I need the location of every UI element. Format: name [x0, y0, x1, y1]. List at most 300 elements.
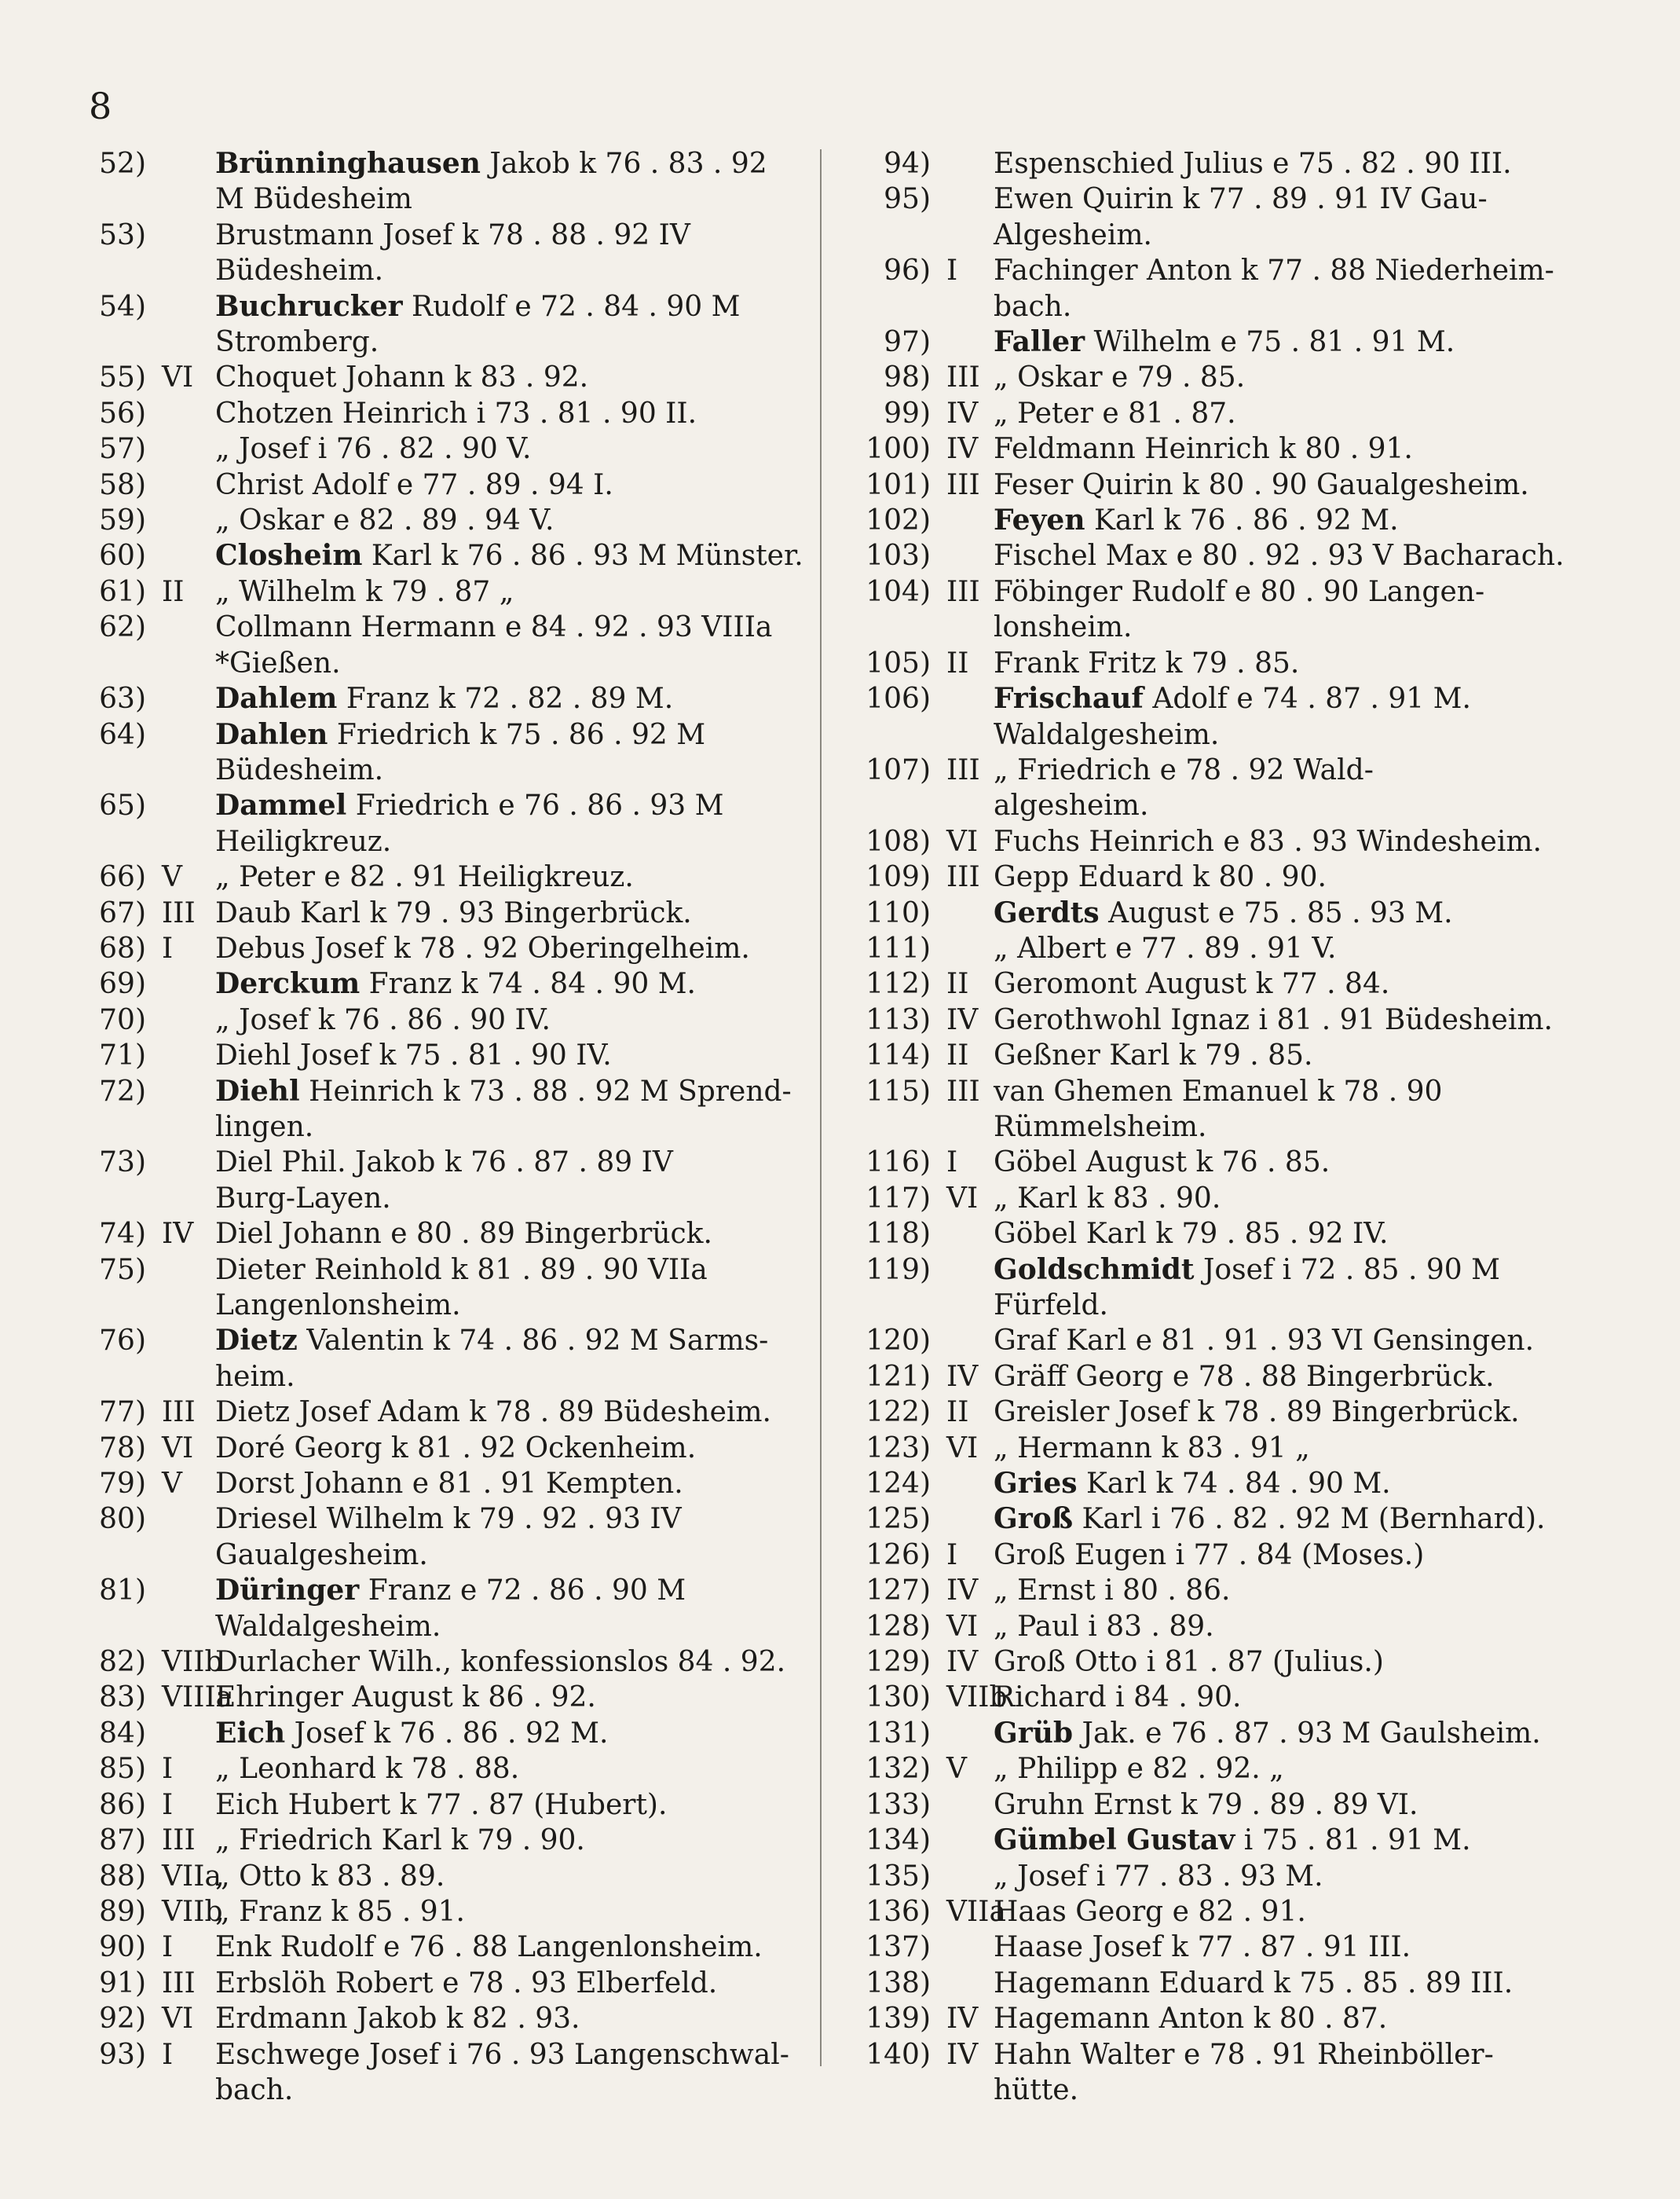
entry-line: Espenschied Julius e 75 . 82 . 90 III.	[994, 148, 1512, 180]
entry-line: „ Ernst i 80 . 86.	[994, 1574, 1231, 1607]
entry-line: Föbinger Rudolf e 80 . 90 Langen-	[994, 575, 1485, 608]
surname-bold: Buchrucker	[215, 289, 403, 323]
register-entry	[858, 1894, 1565, 1930]
register-entry	[86, 717, 778, 789]
entry-line: Goldschmidt Josef i 72 . 85 . 90 M	[994, 1252, 1500, 1286]
entry-line: Choquet Johann k 83 . 92.	[215, 361, 589, 394]
register-entry	[86, 1002, 778, 1038]
entry-class: I	[162, 2038, 174, 2071]
entry-number: 68)	[99, 932, 146, 965]
entry-line: Diehl Heinrich k 73 . 88 . 92 M Sprend-	[215, 1074, 792, 1108]
entry-number: 78)	[99, 1431, 146, 1464]
register-entry	[86, 146, 778, 218]
entry-line: Langenlonsheim.	[215, 1289, 461, 1321]
entry-number: 119)	[866, 1253, 931, 1286]
entry-class: VI	[946, 1431, 979, 1464]
entry-text	[994, 1501, 1565, 1537]
entry-line: algesheim.	[994, 790, 1149, 823]
entry-number: 82)	[99, 1646, 146, 1679]
entry-class: IV	[946, 1003, 979, 1036]
entry-line: Eich Josef k 76 . 86 . 92 M.	[215, 1716, 609, 1750]
register-entry	[858, 681, 1565, 753]
entry-class: II	[162, 575, 185, 608]
entry-class: I	[162, 932, 174, 965]
surname-bold: Dahlem	[215, 682, 338, 716]
entry-number: 131)	[866, 1717, 931, 1750]
entry-text	[994, 253, 1565, 324]
register-entry	[86, 1323, 778, 1395]
entry-text	[215, 610, 778, 681]
entry-line: Diel Phil. Jakob k 76 . 87 . 89 IV	[215, 1146, 673, 1179]
entry-class: III	[162, 1396, 196, 1429]
entry-text	[215, 396, 778, 431]
entry-line: Greisler Josef k 78 . 89 Bingerbrück.	[994, 1396, 1520, 1429]
entry-number: 53)	[99, 218, 146, 251]
entry-text	[994, 396, 1565, 431]
entry-class: IV	[946, 1646, 979, 1679]
register-entry	[86, 1038, 778, 1073]
register-entry	[858, 966, 1565, 1002]
entry-number: 113)	[866, 1003, 931, 1036]
entry-number: 84)	[99, 1717, 146, 1750]
entry-text	[215, 1038, 778, 1073]
register-entry	[858, 1716, 1565, 1751]
surname-bold: Groß	[994, 1502, 1074, 1536]
register-entry	[86, 467, 778, 503]
entry-number: 69)	[99, 968, 146, 1001]
register-entry	[86, 610, 778, 681]
entry-class: III	[946, 468, 980, 501]
entry-number: 104)	[866, 575, 931, 608]
entry-number: 92)	[99, 2003, 146, 2036]
entry-number: 77)	[99, 1396, 146, 1429]
entry-line: van Ghemen Emanuel k 78 . 90	[994, 1075, 1443, 1108]
entry-line: Debus Josef k 78 . 92 Oberingelheim.	[215, 932, 750, 965]
entry-number: 98)	[884, 361, 931, 394]
entry-number: 127)	[866, 1574, 931, 1607]
entry-class: VIIb	[162, 1646, 223, 1679]
surname-bold: Feyen	[994, 504, 1085, 537]
entry-text	[215, 431, 778, 467]
register-entry	[86, 538, 803, 574]
entry-number: 99)	[884, 397, 931, 430]
entry-text	[215, 1751, 778, 1787]
entry-number: 60)	[99, 540, 146, 573]
entry-line: „ Josef i 76 . 82 . 90 V.	[215, 433, 532, 466]
entry-number: 103)	[866, 540, 931, 573]
entry-text	[994, 896, 1565, 931]
entry-number: 121)	[866, 1360, 931, 1393]
entry-number: 70)	[99, 1003, 146, 1036]
register-entry	[858, 1074, 1565, 1145]
entry-line: Dorst Johann e 81 . 91 Kempten.	[215, 1468, 683, 1501]
register-entry	[858, 1181, 1565, 1216]
entry-number: 61)	[99, 575, 146, 608]
register-entry	[86, 574, 778, 610]
entry-text	[994, 931, 1565, 966]
entry-class: VI	[946, 1182, 979, 1215]
entry-text	[994, 1609, 1565, 1644]
entry-number: 55)	[99, 361, 146, 394]
entry-number: 116)	[866, 1146, 931, 1179]
entry-number: 62)	[99, 611, 146, 644]
entry-line: Daub Karl k 79 . 93 Bingerbrück.	[215, 896, 692, 929]
register-entry	[86, 503, 778, 538]
register-entry	[858, 1609, 1565, 1644]
entry-class: V	[946, 1753, 967, 1786]
register-entry	[86, 218, 778, 289]
entry-number: 100)	[866, 433, 931, 466]
entry-text	[994, 681, 1565, 753]
register-entry	[86, 931, 778, 966]
entry-class: IV	[162, 1218, 194, 1251]
entry-text	[994, 1966, 1565, 2001]
entry-class: III	[946, 753, 980, 786]
entry-text	[994, 1573, 1565, 1608]
entry-class: I	[162, 1931, 174, 1964]
register-entry	[858, 1537, 1565, 1573]
entry-number: 89)	[99, 1895, 146, 1928]
entry-line: Gaualgesheim.	[215, 1538, 428, 1571]
entry-text	[215, 1930, 778, 1965]
entry-line: lonsheim.	[994, 611, 1133, 644]
entry-line: Frischauf Adolf e 74 . 87 . 91 M.	[994, 682, 1471, 716]
entry-line: Heiligkreuz.	[215, 825, 392, 858]
register-entry	[858, 1644, 1565, 1680]
register-entry	[86, 1252, 778, 1324]
entry-class: IV	[946, 1574, 979, 1607]
entry-class: VIIb	[162, 1895, 223, 1928]
entry-line: Richard i 84 . 90.	[994, 1681, 1242, 1714]
entry-text	[215, 1787, 778, 1823]
entry-class: IV	[946, 397, 979, 430]
entry-line: Stromberg.	[215, 326, 379, 359]
entry-number: 111)	[866, 932, 931, 965]
register-entry	[86, 859, 778, 895]
entry-number: 117)	[866, 1182, 931, 1215]
entry-line: Fürfeld.	[994, 1289, 1109, 1321]
entry-line: Fuchs Heinrich e 83 . 93 Windesheim.	[994, 825, 1542, 858]
entry-text	[215, 1573, 778, 1644]
register-entry	[858, 1573, 1565, 1608]
register-entry	[858, 1431, 1565, 1466]
register-entry	[858, 753, 1565, 824]
entry-line: Grüb Jak. e 76 . 87 . 93 M Gaulsheim.	[994, 1716, 1541, 1750]
entry-text	[994, 1038, 1565, 1073]
entry-number: 58)	[99, 468, 146, 501]
entry-line: Eschwege Josef i 76 . 93 Langenschwal-	[215, 2038, 789, 2071]
entry-line: Dietz Josef Adam k 78 . 89 Büdesheim.	[215, 1396, 771, 1429]
entry-line: lingen.	[215, 1110, 314, 1143]
entry-line: Rümmelsheim.	[994, 1110, 1207, 1143]
entry-class: II	[946, 647, 969, 680]
entry-line: „ Paul i 83 . 89.	[994, 1610, 1214, 1643]
register-entry	[858, 1501, 1565, 1537]
entry-number: 110)	[866, 896, 931, 929]
entry-number: 94)	[884, 148, 931, 180]
register-entry	[86, 1716, 778, 1751]
entry-text	[994, 1002, 1565, 1038]
entry-number: 115)	[866, 1075, 931, 1108]
entry-line: Gümbel Gustav i 75 . 81 . 91 M.	[994, 1823, 1471, 1857]
register-entry	[86, 1431, 778, 1466]
surname-bold: Gümbel Gustav	[994, 1823, 1235, 1857]
entry-text	[994, 360, 1565, 395]
entry-number: 108)	[866, 825, 931, 858]
entry-line: Büdesheim.	[215, 255, 384, 288]
entry-number: 136)	[866, 1895, 931, 1928]
entry-class: I	[946, 1538, 958, 1571]
entry-line: Gries Karl k 74 . 84 . 90 M.	[994, 1467, 1391, 1501]
register-entry	[858, 931, 1565, 966]
entry-text	[994, 966, 1565, 1002]
register-entry	[858, 1823, 1565, 1858]
entry-number: 52)	[99, 148, 146, 180]
entry-number: 79)	[99, 1468, 146, 1501]
entry-line: Düringer Franz e 72 . 86 . 90 M	[215, 1574, 686, 1607]
entry-line: Feyen Karl k 76 . 86 . 92 M.	[994, 504, 1399, 537]
entry-line: Dietz Valentin k 74 . 86 . 92 M Sarms-	[215, 1324, 769, 1358]
surname-bold: Dammel	[215, 789, 347, 823]
entry-text	[215, 717, 778, 789]
register-entry	[858, 431, 1565, 467]
entry-number: 71)	[99, 1039, 146, 1072]
entry-line: Erdmann Jakob k 82 . 93.	[215, 2003, 580, 2036]
entry-line: Collmann Hermann e 84 . 92 . 93 VIIIa	[215, 611, 773, 644]
register-entry	[86, 1751, 778, 1787]
entry-line: Gruhn Ernst k 79 . 89 . 89 VI.	[994, 1788, 1418, 1821]
entry-line: Dahlen Friedrich k 75 . 86 . 92 M	[215, 717, 706, 751]
entry-line: Faller Wilhelm e 75 . 81 . 91 M.	[994, 325, 1455, 359]
entry-number: 140)	[866, 2038, 931, 2071]
entry-number: 137)	[866, 1931, 931, 1964]
entry-number: 112)	[866, 968, 931, 1001]
register-entry	[858, 1466, 1565, 1501]
entry-text	[994, 1395, 1565, 1430]
entry-text	[215, 1894, 778, 1930]
entry-number: 91)	[99, 1966, 146, 1999]
entry-text	[215, 681, 778, 717]
entry-number: 80)	[99, 1503, 146, 1536]
entry-class: III	[946, 1075, 980, 1108]
entry-number: 74)	[99, 1218, 146, 1251]
entry-number: 133)	[866, 1788, 931, 1821]
entry-line: „ Josef i 77 . 83 . 93 M.	[994, 1860, 1323, 1893]
entry-line: Diehl Josef k 75 . 81 . 90 IV.	[215, 1039, 612, 1072]
register-entry	[86, 1074, 792, 1145]
entry-class: VI	[946, 1610, 979, 1643]
entry-number: 81)	[99, 1574, 146, 1607]
surname-bold: Frischauf	[994, 682, 1144, 716]
entry-line: Geromont August k 77 . 84.	[994, 968, 1390, 1001]
entry-text	[994, 1181, 1565, 1216]
entry-number: 63)	[99, 683, 146, 716]
register-entry	[86, 1787, 778, 1823]
entry-number: 88)	[99, 1860, 146, 1893]
entry-line: bach.	[994, 290, 1072, 323]
register-entry	[858, 1751, 1565, 1787]
entry-line: „ Peter e 82 . 91 Heiligkreuz.	[215, 861, 634, 894]
entry-text	[215, 966, 778, 1002]
surname-bold: Gries	[994, 1467, 1078, 1501]
register-entry	[858, 1038, 1565, 1073]
register-entry	[86, 1859, 778, 1894]
entry-text	[994, 1252, 1565, 1324]
entry-line: Haas Georg e 82 . 91.	[994, 1895, 1306, 1928]
entry-text	[215, 896, 778, 931]
entry-line: bach.	[215, 2073, 294, 2106]
register-entry	[86, 788, 778, 859]
register-entry	[86, 1216, 778, 1252]
entry-text	[215, 538, 803, 574]
entry-number: 129)	[866, 1646, 931, 1679]
entry-text	[994, 1431, 1565, 1466]
entry-line: Graf Karl e 81 . 91 . 93 VI Gensingen.	[994, 1325, 1535, 1358]
entry-line: Buchrucker Rudolf e 72 . 84 . 90 M	[215, 289, 741, 323]
entry-text	[994, 146, 1565, 181]
surname-bold: Dietz	[215, 1324, 298, 1358]
entry-line: Driesel Wilhelm k 79 . 92 . 93 IV	[215, 1503, 682, 1536]
entry-number: 118)	[866, 1218, 931, 1251]
right-column	[858, 146, 1565, 2108]
entry-line: Geßner Karl k 79 . 85.	[994, 1039, 1313, 1072]
register-entry	[86, 1680, 778, 1715]
entry-line: Chotzen Heinrich i 73 . 81 . 90 II.	[215, 397, 697, 430]
entry-class: V	[162, 1468, 182, 1501]
entry-class: III	[946, 861, 980, 894]
entry-number: 114)	[866, 1039, 931, 1072]
entry-number: 72)	[99, 1075, 146, 1108]
register-entry	[86, 1466, 778, 1501]
entry-line: Gepp Eduard k 80 . 90.	[994, 861, 1327, 894]
register-entry	[858, 467, 1565, 503]
register-entry	[858, 1680, 1565, 1715]
entry-number: 96)	[884, 255, 931, 288]
entry-number: 83)	[99, 1681, 146, 1714]
entry-line: Eich Hubert k 77 . 87 (Hubert).	[215, 1788, 668, 1821]
entry-line: „ Franz k 85 . 91.	[215, 1895, 465, 1928]
entry-line: Göbel August k 76 . 85.	[994, 1146, 1330, 1179]
register-entry	[858, 1145, 1565, 1180]
register-entry	[86, 396, 778, 431]
entry-text	[215, 1466, 778, 1501]
surname-bold: Diehl	[215, 1074, 300, 1108]
entry-class: IV	[946, 1360, 979, 1393]
register-entry	[86, 1573, 778, 1644]
entry-text	[215, 146, 778, 218]
entry-line: hütte.	[994, 2073, 1079, 2106]
entry-class: I	[162, 1788, 174, 1821]
page-number: 8	[89, 85, 112, 127]
entry-number: 87)	[99, 1824, 146, 1857]
entry-text	[994, 1216, 1565, 1252]
register-entry	[86, 681, 778, 717]
register-entry	[858, 324, 1565, 360]
entry-number: 120)	[866, 1325, 931, 1358]
entry-line: Groß Otto i 81 . 87 (Julius.)	[994, 1646, 1384, 1679]
entry-class: VI	[162, 361, 194, 394]
register-entry	[858, 859, 1565, 895]
entry-line: „ Karl k 83 . 90.	[994, 1182, 1221, 1215]
entry-text	[994, 1823, 1565, 1858]
entry-line: Doré Georg k 81 . 92 Ockenheim.	[215, 1431, 697, 1464]
entry-line: Derckum Franz k 74 . 84 . 90 M.	[215, 967, 696, 1001]
entry-number: 130)	[866, 1681, 931, 1714]
entry-number: 105)	[866, 647, 931, 680]
entry-line: heim.	[215, 1360, 295, 1393]
entry-text	[215, 1859, 778, 1894]
entry-class: III	[162, 1966, 196, 1999]
entry-line: „ Peter e 81 . 87.	[994, 397, 1236, 430]
entry-text	[994, 2001, 1565, 2036]
register-entry	[858, 538, 1565, 574]
entry-class: I	[162, 1753, 174, 1786]
register-entry	[858, 646, 1565, 681]
entry-line: M Büdesheim	[215, 183, 412, 216]
entry-class: I	[946, 255, 958, 288]
entry-line: Haase Josef k 77 . 87 . 91 III.	[994, 1931, 1411, 1964]
entry-line: „ Josef k 76 . 86 . 90 IV.	[215, 1003, 551, 1036]
entry-number: 107)	[866, 753, 931, 786]
entry-text	[215, 1002, 778, 1038]
entry-text	[994, 2037, 1565, 2109]
register-entry	[858, 1323, 1565, 1358]
entry-line: „ Otto k 83 . 89.	[215, 1860, 445, 1893]
entry-line: Göbel Karl k 79 . 85 . 92 IV.	[994, 1218, 1389, 1251]
entry-text	[994, 1894, 1565, 1930]
register-entry	[86, 896, 778, 931]
entry-text	[215, 1252, 778, 1324]
entry-line: Hahn Walter e 78 . 91 Rheinböller-	[994, 2038, 1494, 2071]
register-entry	[858, 824, 1565, 859]
entry-text	[215, 574, 778, 610]
entry-class: III	[946, 575, 980, 608]
entry-line: „ Wilhelm k 79 . 87 „	[215, 575, 514, 608]
entry-text	[994, 1751, 1565, 1787]
entry-text	[215, 1074, 792, 1145]
surname-bold: Düringer	[215, 1574, 360, 1607]
entry-number: 59)	[99, 504, 146, 537]
entry-line: Groß Eugen i 77 . 84 (Moses.)	[994, 1538, 1425, 1571]
entry-text	[215, 1501, 778, 1573]
entry-line: Dieter Reinhold k 81 . 89 . 90 VIIa	[215, 1253, 708, 1286]
register-entry	[86, 1894, 778, 1930]
entry-line: „ Leonhard k 78 . 88.	[215, 1753, 520, 1786]
surname-bold: Brünninghausen	[215, 147, 481, 180]
entry-number: 64)	[99, 718, 146, 751]
entry-class: VIIIa	[162, 1681, 233, 1714]
entry-class: III	[946, 361, 980, 394]
entry-line: Brünninghausen Jakob k 76 . 83 . 92	[215, 147, 767, 180]
register-entry	[858, 1395, 1565, 1430]
entry-text	[994, 1716, 1565, 1751]
register-entry	[86, 966, 778, 1002]
entry-number: 125)	[866, 1503, 931, 1536]
entry-line: Feser Quirin k 80 . 90 Gaualgesheim.	[994, 468, 1529, 501]
entry-text	[215, 503, 778, 538]
surname-bold: Eich	[215, 1716, 286, 1750]
entry-line: Büdesheim.	[215, 753, 384, 786]
entry-text	[215, 1395, 778, 1430]
entry-number: 67)	[99, 896, 146, 929]
surname-bold: Goldschmidt	[994, 1252, 1195, 1286]
entry-line: Diel Johann e 80 . 89 Bingerbrück.	[215, 1218, 712, 1251]
entry-line: Ewen Quirin k 77 . 89 . 91 IV Gau-	[994, 183, 1488, 216]
register-entry	[858, 1216, 1565, 1252]
entry-text	[215, 1966, 778, 2001]
entry-text	[994, 1680, 1565, 1715]
entry-number: 132)	[866, 1753, 931, 1786]
